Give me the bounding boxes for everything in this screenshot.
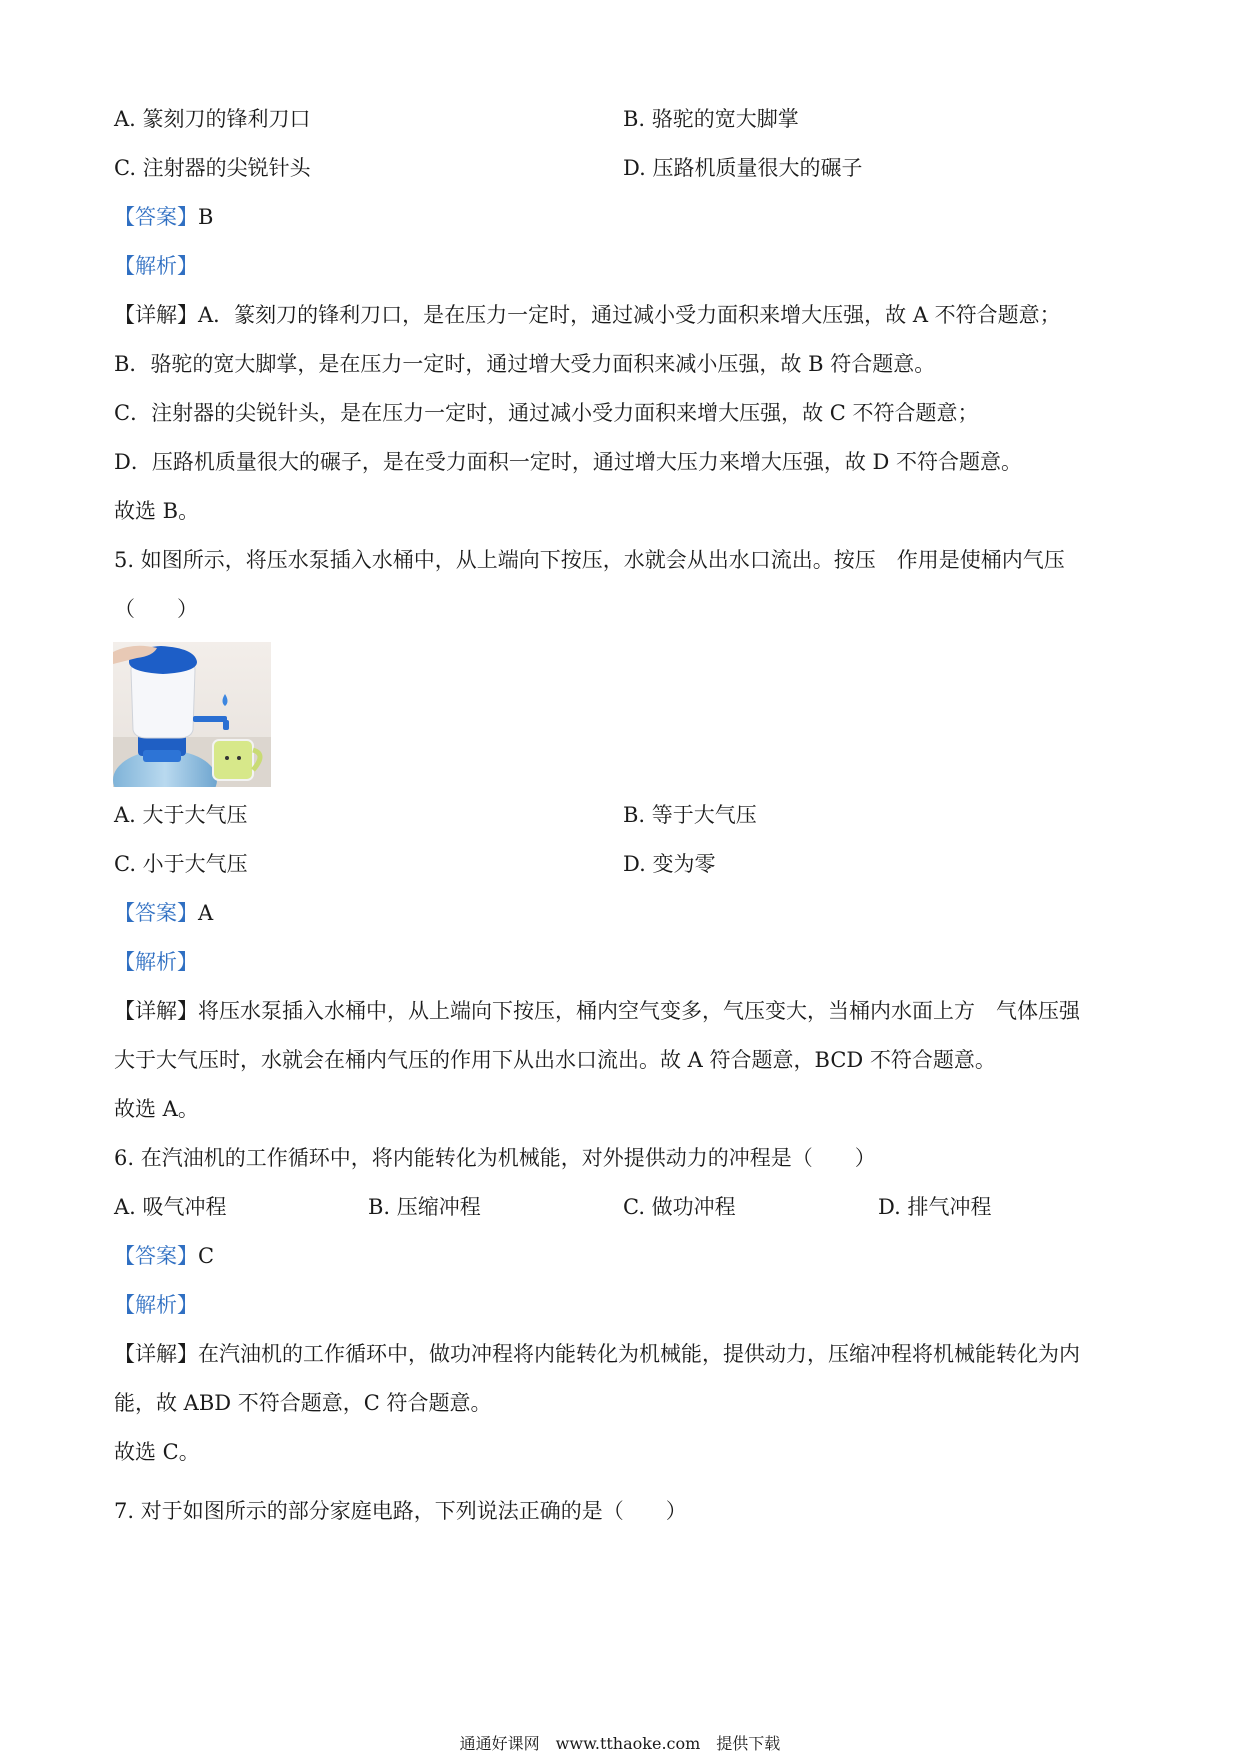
q5-answer: A (198, 901, 214, 925)
q5-analysis-line (114, 947, 1130, 977)
q6-option-d: D. 排气冲程 (878, 1195, 992, 1219)
q5-answer-line (114, 898, 1130, 928)
q5-stem: 5. 如图所示，将压水泵插入水桶中，从上端向下按压，水就会从出水口流出。按压 作用是使桶内气压 (114, 548, 1065, 572)
q4-option-a: A. 篆刻刀的锋利刀口 (114, 107, 311, 131)
answer-tag: 【答案】 (114, 901, 198, 925)
q6-detail-line-2: 能，故 ABD 不符合题意，C 符合题意。 (114, 1391, 492, 1415)
q4-option-d: D. 压路机质量很大的碾子 (623, 156, 863, 180)
q5-option-a: A. 大于大气压 (114, 803, 248, 827)
page-footer: 通通好课网 www.tthaoke.com 提供下载 (459, 1734, 781, 1753)
q7-stem: 7. 对于如图所示的部分家庭电路，下列说法正确的是（ ） (114, 1499, 687, 1523)
q6-option-c: C. 做功冲程 (623, 1195, 736, 1219)
q6-answer-line (114, 1241, 1130, 1271)
q4-answer-line (114, 202, 1130, 232)
answer-tag: 【答案】 (114, 205, 198, 229)
q4-answer: B (198, 205, 214, 229)
q5-detail-text: 将压水泵插入水桶中，从上端向下按压，桶内空气变多，气压变大，当桶内水面上方 气体压强 (198, 999, 1080, 1023)
q4-conclusion: 故选 B。 (114, 499, 200, 523)
q6-detail-line-1 (114, 1339, 1130, 1369)
answer-tag: 【答案】 (114, 1244, 198, 1268)
q5-detail-line-1 (114, 996, 1130, 1026)
q4-analysis-line (114, 251, 1130, 281)
q5-detail-line-2: 大于大气压时，水就会在桶内气压的作用下从出水口流出。故 A 符合题意，BCD 不符合题意。 (114, 1048, 996, 1072)
q6-answer: C (198, 1244, 215, 1268)
water-pump-photo (113, 642, 271, 787)
q4-option-b: B. 骆驼的宽大脚掌 (623, 107, 799, 131)
q5-conclusion: 故选 A。 (114, 1097, 199, 1121)
q5-option-b: B. 等于大气压 (623, 803, 757, 827)
q4-detail-text: A．篆刻刀的锋利刀口，是在压力一定时，通过减小受力面积来增大压强，故 A 不符合题意； (198, 303, 1061, 327)
analysis-tag: 【解析】 (114, 950, 198, 974)
q6-option-a: A. 吸气冲程 (114, 1195, 227, 1219)
q5-option-d: D. 变为零 (623, 852, 716, 876)
analysis-tag: 【解析】 (114, 254, 198, 278)
detail-tag: 【详解】 (114, 1342, 198, 1366)
q4-option-c: C. 注射器的尖锐针头 (114, 156, 311, 180)
q5-option-c: C. 小于大气压 (114, 852, 248, 876)
analysis-tag: 【解析】 (114, 1293, 198, 1317)
q6-detail-text: 在汽油机的工作循环中，做功冲程将内能转化为机械能，提供动力，压缩冲程将机械能转化为内 (198, 1342, 1080, 1366)
detail-tag: 【详解】 (114, 999, 198, 1023)
detail-tag: 【详解】 (114, 303, 198, 327)
q6-option-b: B. 压缩冲程 (368, 1195, 481, 1219)
q6-analysis-line (114, 1290, 1130, 1320)
q4-detail-line-2: B．骆驼的宽大脚掌，是在压力一定时，通过增大受力面积来减小压强，故 B 符合题意。 (114, 352, 936, 376)
q6-conclusion: 故选 C。 (114, 1440, 200, 1464)
q4-detail-line-3: C．注射器的尖锐针头，是在压力一定时，通过减小受力面积来增大压强，故 C 不符合题意； (114, 401, 979, 425)
q4-detail-line-4: D．压路机质量很大的碾子，是在受力面积一定时，通过增大压力来增大压强，故 D 不符合题意。 (114, 450, 1023, 474)
q4-detail-line-1 (114, 300, 1130, 330)
q5-blank: （ ） (114, 597, 198, 621)
water-pump-illustration (113, 642, 271, 787)
q6-stem: 6. 在汽油机的工作循环中，将内能转化为机械能，对外提供动力的冲程是（ ） (114, 1146, 876, 1170)
